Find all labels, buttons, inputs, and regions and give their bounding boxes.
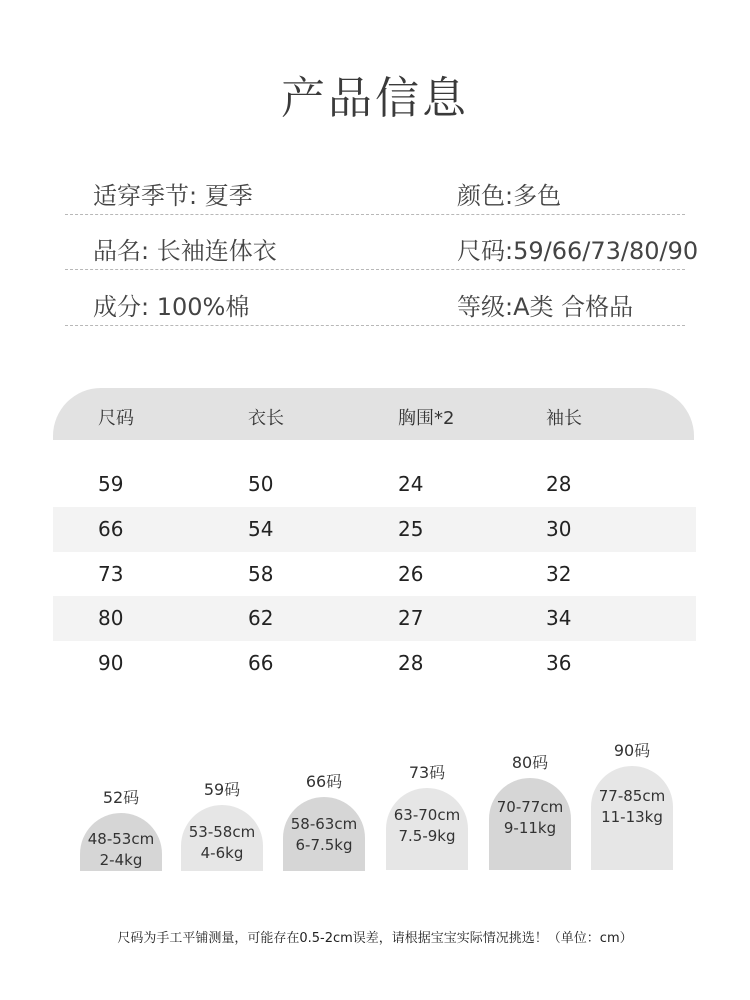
size-guide-73 [386,760,468,870]
cell-chest: 24 [398,472,424,496]
table-row [53,552,696,597]
table-row [53,596,696,641]
cell-sleeve: 30 [546,516,572,541]
season-info: 适穿季节: 夏季 [93,182,253,210]
size-height-range: 58-63cm [290,815,358,833]
cell-sleeve: 36 [546,651,572,676]
material-info: 成分: 100%棉 [93,293,250,321]
size-label: 59码 [203,780,241,799]
cell-sleeve: 28 [546,472,572,496]
size-pill [283,797,365,871]
header-size: 尺码 [98,408,134,429]
cell-size: 90 [98,651,124,676]
size-label: 52码 [102,788,140,807]
size-weight-range: 11-13kg [601,808,663,826]
info-row-name [65,227,699,270]
size-pill [386,788,468,870]
info-row-season [65,172,685,215]
cell-length: 66 [248,651,274,676]
size-weight-range: 7.5-9kg [398,827,456,845]
grade-info: 等级:A类 合格品 [457,293,634,321]
cell-sleeve: 34 [546,606,572,631]
size-pill [489,778,571,870]
size-table-body [53,462,696,686]
color-info: 颜色:多色 [457,182,562,210]
size-table-header [53,388,694,440]
table-row [53,462,696,507]
cell-length: 54 [248,516,274,541]
info-row-material [65,283,685,326]
cell-length: 62 [248,606,274,631]
size-guide-52 [80,785,162,871]
header-chest: 胸围*2 [398,408,455,429]
cell-length: 50 [248,472,274,496]
size-height-range: 53-58cm [188,823,256,841]
table-row [53,507,696,552]
table-row [53,641,696,686]
size-label: 73码 [408,763,446,782]
cell-length: 58 [248,561,274,586]
page-title: 产品信息 [281,73,469,124]
size-guide-80 [489,750,571,870]
header-length: 衣长 [248,408,284,429]
size-weight-range: 6-7.5kg [295,836,353,854]
size-height-range: 63-70cm [393,806,461,824]
cell-size: 59 [98,472,124,496]
header-sleeve: 袖长 [546,408,582,429]
cell-chest: 26 [398,561,424,586]
size-guide-59 [181,777,263,871]
size-weight-range: 4-6kg [200,844,244,862]
size-weight-range: 9-11kg [503,819,557,837]
cell-chest: 27 [398,606,424,631]
cell-size: 80 [98,606,124,631]
size-height-range: 77-85cm [598,787,666,805]
size-weight-range: 2-4kg [99,851,143,869]
cell-sleeve: 32 [546,561,572,586]
cell-chest: 25 [398,516,424,541]
cell-size: 73 [98,561,124,586]
size-label: 80码 [511,753,549,772]
product-name-info: 品名: 长袖连体衣 [93,237,277,265]
size-guide-66 [283,769,365,871]
size-height-range: 48-53cm [87,830,155,848]
size-pill [80,813,162,871]
size-pill [591,766,673,870]
size-pill [181,805,263,871]
cell-chest: 28 [398,651,424,676]
measurement-note: 尺码为手工平铺测量，可能存在0.5-2cm误差，请根据宝宝实际情况挑选！（单位：cm） [117,931,633,946]
size-guide-90 [591,738,673,870]
size-info: 尺码:59/66/73/80/90 [457,237,699,265]
size-height-range: 70-77cm [496,798,564,816]
size-label: 66码 [305,772,343,791]
size-label: 90码 [613,741,651,760]
cell-size: 66 [98,516,124,541]
